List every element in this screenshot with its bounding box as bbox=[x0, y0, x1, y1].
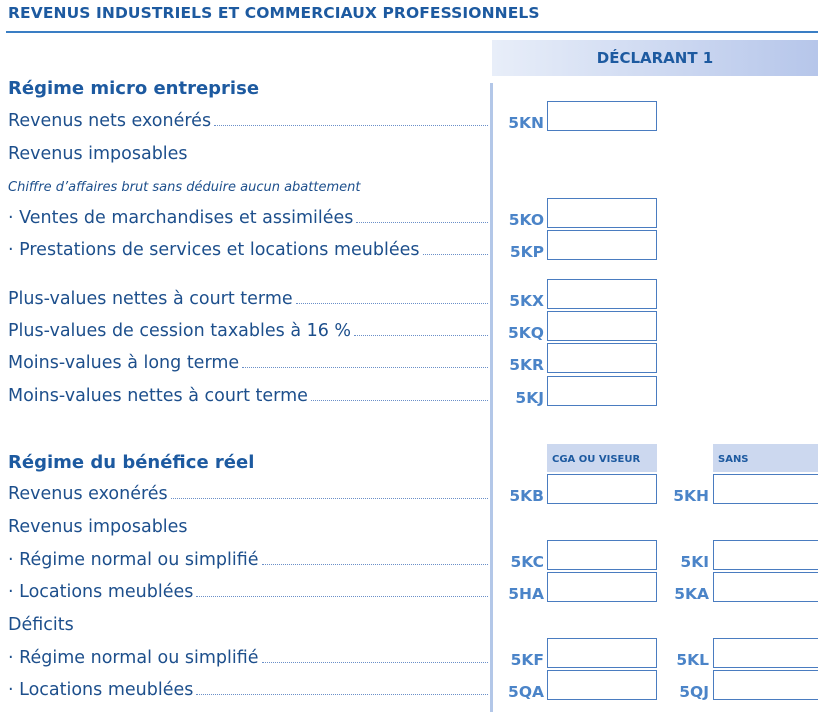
label-text: Moins-values nettes à court terme bbox=[8, 386, 308, 406]
code-5kr: 5KR bbox=[509, 356, 544, 374]
code-5kj: 5KJ bbox=[515, 389, 544, 407]
input-5kx[interactable] bbox=[547, 279, 657, 309]
dot-leader bbox=[311, 399, 488, 401]
row-label-5kj bbox=[8, 386, 492, 406]
label-text: · Ventes de marchandises et assimilées bbox=[8, 208, 354, 228]
dot-leader bbox=[356, 221, 488, 223]
label-revenus-imposables-reel: Revenus imposables bbox=[8, 517, 188, 537]
label-text: · Régime normal ou simplifié bbox=[8, 648, 259, 668]
label-text: Plus-values de cession taxables à 16 % bbox=[8, 321, 352, 341]
input-5qa[interactable] bbox=[547, 670, 657, 700]
dot-leader bbox=[196, 595, 488, 597]
dot-leader bbox=[423, 253, 489, 255]
input-5kq[interactable] bbox=[547, 311, 657, 341]
row-label-5ha bbox=[8, 582, 492, 602]
row-label-5kc bbox=[8, 550, 492, 570]
label-text: · Locations meublées bbox=[8, 680, 194, 700]
label-text: · Prestations de services et locations meublées bbox=[8, 240, 420, 260]
column-header-cga: CGA OU VISEUR bbox=[547, 444, 657, 472]
dot-leader bbox=[296, 302, 488, 304]
code-5ki: 5KI bbox=[680, 553, 709, 571]
code-5kc: 5KC bbox=[510, 553, 544, 571]
code-5kl: 5KL bbox=[676, 651, 709, 669]
input-5ki[interactable] bbox=[713, 540, 818, 570]
dot-leader bbox=[262, 661, 488, 663]
section-title-micro: Régime micro entreprise bbox=[8, 78, 260, 99]
input-5kb[interactable] bbox=[547, 474, 657, 504]
code-5ka: 5KA bbox=[674, 585, 709, 603]
code-5kn: 5KN bbox=[508, 114, 544, 132]
code-5ha: 5HA bbox=[508, 585, 544, 603]
label-text: Revenus nets exonérés bbox=[8, 111, 212, 131]
row-label-5qa bbox=[8, 680, 492, 700]
row-label-5ko bbox=[8, 208, 492, 228]
code-5qj: 5QJ bbox=[679, 683, 709, 701]
dot-leader bbox=[354, 334, 488, 336]
label-text: Revenus exonérés bbox=[8, 484, 168, 504]
input-5kc[interactable] bbox=[547, 540, 657, 570]
row-label-5kf bbox=[8, 648, 492, 668]
code-5qa: 5QA bbox=[508, 683, 544, 701]
input-5kf[interactable] bbox=[547, 638, 657, 668]
input-5kh[interactable] bbox=[713, 474, 818, 504]
label-text: Moins-values à long terme bbox=[8, 353, 240, 373]
input-5ko[interactable] bbox=[547, 198, 657, 228]
code-5kh: 5KH bbox=[673, 487, 709, 505]
label-revenus-imposables-micro: Revenus imposables bbox=[8, 144, 188, 164]
input-5kl[interactable] bbox=[713, 638, 818, 668]
column-header-sans: SANS bbox=[713, 444, 818, 472]
label-text: · Locations meublées bbox=[8, 582, 194, 602]
label-deficits: Déficits bbox=[8, 615, 74, 635]
page-title: REVENUS INDUSTRIELS ET COMMERCIAUX PROFESSIONNELS bbox=[8, 4, 540, 22]
input-5ka[interactable] bbox=[713, 572, 818, 602]
row-label-5kn bbox=[8, 111, 492, 131]
declarant-header: DÉCLARANT 1 bbox=[492, 40, 818, 76]
dot-leader bbox=[196, 693, 488, 695]
row-label-5kb bbox=[8, 484, 492, 504]
label-text: Plus-values nettes à court terme bbox=[8, 289, 293, 309]
section-title-reel: Régime du bénéfice réel bbox=[8, 452, 255, 473]
row-label-5kq bbox=[8, 321, 492, 341]
input-5kp[interactable] bbox=[547, 230, 657, 260]
row-label-5kp bbox=[8, 240, 492, 260]
dot-leader bbox=[214, 124, 488, 126]
input-5qj[interactable] bbox=[713, 670, 818, 700]
row-label-5kr bbox=[8, 353, 492, 373]
input-5kj[interactable] bbox=[547, 376, 657, 406]
title-rule bbox=[6, 31, 818, 33]
code-5kx: 5KX bbox=[509, 292, 544, 310]
input-5ha[interactable] bbox=[547, 572, 657, 602]
input-5kr[interactable] bbox=[547, 343, 657, 373]
code-5kp: 5KP bbox=[509, 243, 544, 261]
dot-leader bbox=[262, 563, 488, 565]
dot-leader bbox=[171, 497, 488, 499]
note-chiffre-affaires: Chiffre d’affaires brut sans déduire aucun abattement bbox=[8, 180, 361, 195]
code-5kb: 5KB bbox=[509, 487, 544, 505]
code-5kf: 5KF bbox=[510, 651, 544, 669]
input-5kn[interactable] bbox=[547, 101, 657, 131]
dot-leader bbox=[242, 366, 488, 368]
code-5kq: 5KQ bbox=[508, 324, 544, 342]
label-text: · Régime normal ou simplifié bbox=[8, 550, 259, 570]
code-5ko: 5KO bbox=[508, 211, 544, 229]
row-label-5kx bbox=[8, 289, 492, 309]
